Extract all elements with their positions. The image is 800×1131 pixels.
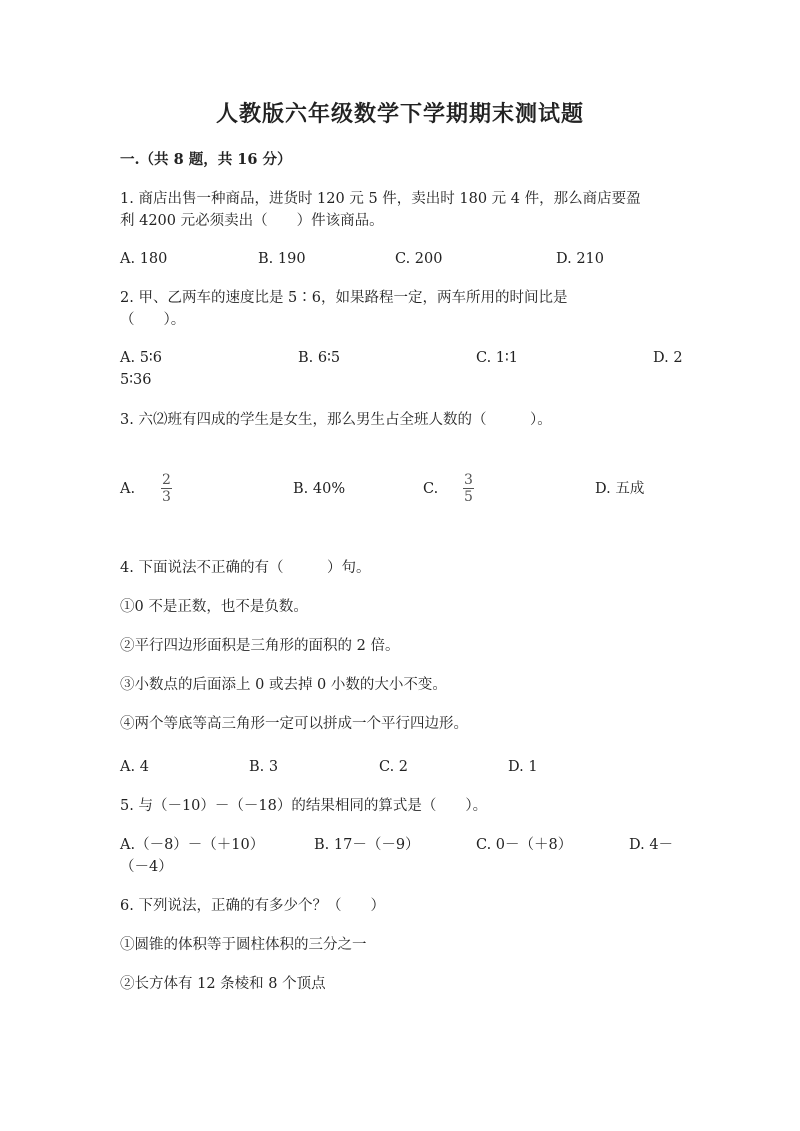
question-1-option-d: D. 210 [556, 251, 605, 267]
question-3-option-d: D. 五成 [595, 481, 645, 497]
section-heading: 一.（共 8 题，共 16 分） [120, 151, 292, 168]
question-3-option-a-fraction [161, 472, 172, 505]
fraction-numerator: 3 [464, 472, 473, 488]
question-4-text: 4. 下面说法不正确的有（ ）句。 [120, 560, 371, 576]
question-4-option-b: B. 3 [249, 759, 279, 775]
question-5-text: 5. 与（－10）－（－18）的结果相同的算式是（ ）。 [120, 798, 488, 814]
question-5-option-d: D. 4－ [629, 837, 674, 853]
question-4-option-a: A. 4 [120, 759, 149, 775]
question-1-option-a: A. 180 [120, 251, 168, 267]
question-4-statement-2: ②平行四边形面积是三角形的面积的 2 倍。 [120, 638, 400, 654]
question-1-text-line-1: 1. 商店出售一种商品，进货时 120 元 5 件，卖出时 180 元 4 件，那么商店要盈 [120, 191, 641, 207]
question-2-option-b: B. 6∶5 [298, 350, 341, 366]
question-3-option-b: B. 40% [293, 481, 346, 497]
question-5-option-d-continued: （－4） [120, 859, 173, 875]
question-2-option-c: C. 1∶1 [476, 350, 519, 366]
question-2-option-a: A. 5∶6 [120, 350, 162, 366]
question-3-text: 3. 六⑵班有四成的学生是女生，那么男生占全班人数的（ ）。 [120, 412, 552, 428]
question-4-statement-1: ①0 不是正数，也不是负数。 [120, 599, 308, 615]
question-3-option-a-label: A. [120, 481, 136, 497]
question-4-option-d: D. 1 [508, 759, 538, 775]
question-3-option-c-fraction [463, 472, 474, 505]
question-4-statement-3: ③小数点的后面添上 0 或去掉 0 小数的大小不变。 [120, 677, 447, 693]
question-2-option-d-continued: 5∶36 [120, 372, 152, 388]
question-5-option-b: B. 17－（－9） [314, 837, 420, 853]
question-6-statement-1: ①圆锥的体积等于圆柱体积的三分之一 [120, 937, 367, 953]
question-5-option-c: C. 0－（＋8） [476, 837, 573, 853]
question-3-option-c-label: C. [423, 481, 439, 497]
fraction-denominator: 5 [464, 489, 473, 505]
page-title: 人教版六年级数学下学期期末测试题 [215, 101, 584, 127]
question-4-option-c: C. 2 [379, 759, 409, 775]
question-6-statement-2: ②长方体有 12 条棱和 8 个顶点 [120, 976, 326, 992]
question-4-statement-4: ④两个等底等高三角形一定可以拼成一个平行四边形。 [120, 716, 468, 732]
question-6-text: 6. 下列说法，正确的有多少个？（ ） [120, 898, 385, 914]
question-2-text-line-2: （ ）。 [120, 312, 186, 328]
question-2-option-d: D. 2 [653, 350, 683, 366]
question-5-option-a: A.（－8）－（＋10） [120, 837, 265, 853]
question-2-text-line-1: 2. 甲、乙两车的速度比是 5∶6，如果路程一定，两车所用的时间比是 [120, 290, 568, 306]
question-1-option-c: C. 200 [395, 251, 443, 267]
fraction-denominator: 3 [162, 489, 171, 505]
question-1-text-line-2: 利 4200 元必须卖出（ ）件该商品。 [120, 213, 384, 229]
fraction-numerator: 2 [162, 472, 171, 488]
question-1-option-b: B. 190 [258, 251, 306, 267]
